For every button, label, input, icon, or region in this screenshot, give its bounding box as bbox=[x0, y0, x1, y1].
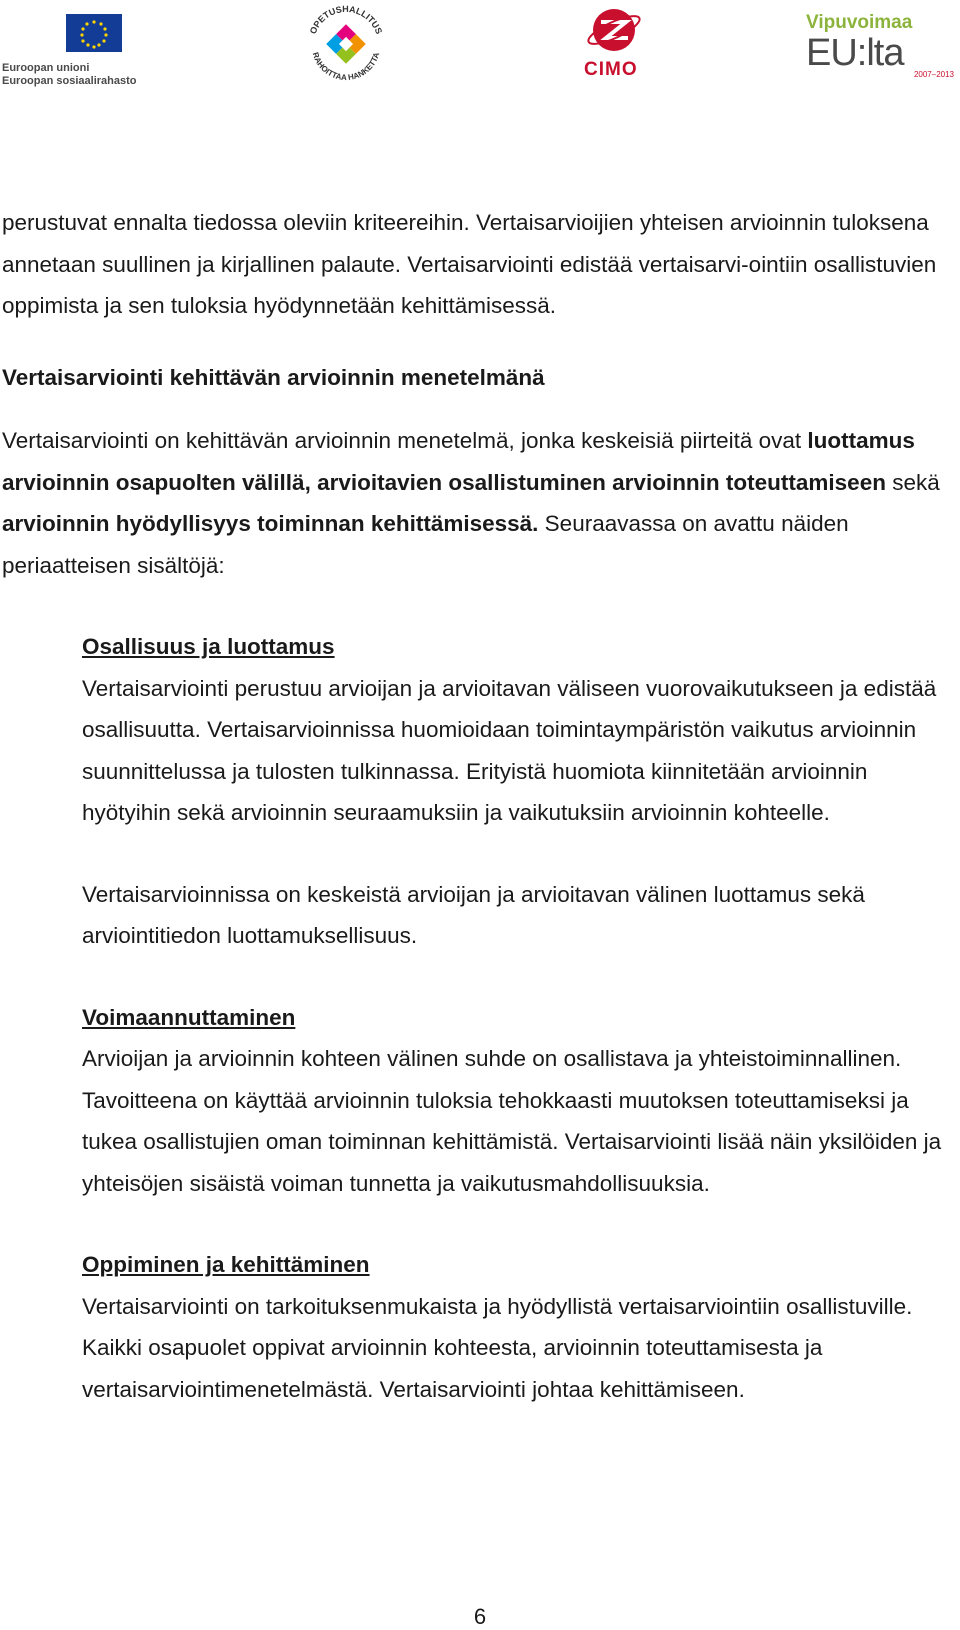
section-title: Voimaannuttaminen bbox=[82, 1004, 296, 1030]
vipuvoimaa-logo bbox=[806, 12, 954, 79]
section-voimaannuttaminen bbox=[82, 997, 942, 1205]
opetushallitus-logo bbox=[306, 2, 386, 89]
section-osallisuus bbox=[82, 626, 942, 957]
eu-flag-icon bbox=[2, 14, 122, 54]
section-title: Osallisuus ja luottamus bbox=[82, 634, 335, 659]
cimo-logo bbox=[584, 4, 644, 81]
oph-arc-bottom: RAHOITTAA HANKETTA bbox=[310, 51, 382, 83]
vipuvoimaa-title: Vipuvoimaa bbox=[806, 12, 913, 33]
section-oppiminen bbox=[82, 1244, 942, 1410]
cimo-label: CIMO bbox=[584, 59, 638, 80]
section-paragraph: Vertaisarviointi perustuu arvioijan ja arvioitavan väliseen vuorovaikutukseen ja edistää osallisuutta. Vertaisarvioinnissa huomioidaan toimintaympäristön vaikutus arvioinnin suunnittelussa ja tulosten tulkinnassa. Erityistä huomiota kiinnitetään arvioinnin hyötyihin sekä arvioinnin seuraamuksiin ja vaikutuksiin arvioinnin kohteelle. bbox=[82, 675, 937, 825]
section-heading: Vertaisarviointi kehittävän arvioinnin menetelmänä bbox=[2, 364, 545, 390]
intro-text-3: Seuraavassa on avattu näiden periaatteisen sisältöjä: bbox=[2, 511, 849, 578]
cimo-emblem-icon bbox=[584, 4, 644, 54]
eu-logo-line1: Euroopan unioni bbox=[2, 62, 90, 74]
section-paragraph: Vertaisarviointi on tarkoituksenmukaista ja hyödyllistä vertaisarviointiin osallistuville. Kaikki osapuolet oppivat arvioinnin kohteesta, arvioinnin toteuttamisesta ja vertaisarviointimenetelmästä. Vertaisarviointi johtaa kehittämiseen. bbox=[82, 1293, 913, 1402]
eu-logo-text bbox=[2, 62, 136, 88]
vipuvoimaa-eu: EU:lta bbox=[806, 32, 904, 74]
opening-paragraph: perustuvat ennalta tiedossa oleviin kriteereihin. Vertaisarvioijien yhteisen arvioinnin tuloksena annetaan suullinen ja kirjallinen palaute. Vertaisarviointi edistää vertaisarvi-ointiin osallistuvien oppimista ja sen tuloksia hyödynnetään kehittämisessä. bbox=[2, 210, 937, 318]
logo-bar bbox=[0, 0, 960, 100]
section-title: Oppiminen ja kehittäminen bbox=[82, 1252, 370, 1277]
intro-text-1: Vertaisarviointi on kehittävän arvioinnin menetelmä, jonka keskeisiä piirteitä ovat bbox=[2, 428, 808, 453]
document-body bbox=[0, 202, 960, 1410]
section-paragraph: Arvioijan ja arvioinnin kohteen välinen suhde on osallistava ja yhteistoiminnallinen. Tavoitteena on käyttää arvioinnin tuloksia tehokkaasti muutoksen toteuttamiseksi ja tukea osallistujien oman toiminnan kehittämistä. Vertaisarviointi lisää näin yksilöiden ja yhteisöjen sisäistä voiman tunnetta ja vaikutusmahdollisuuksia. bbox=[82, 1046, 942, 1196]
page-number: 6 bbox=[473, 1604, 487, 1629]
oph-arc-top: OPETUSHALLITUS bbox=[307, 3, 385, 36]
opetushallitus-emblem-icon bbox=[306, 2, 386, 84]
section-paragraph: Vertaisarvioinnissa on keskeistä arvioijan ja arvioitavan välinen luottamus sekä arviointitiedon luottamuksellisuus. bbox=[82, 881, 865, 948]
vipuvoimaa-years: 2007–2013 bbox=[913, 70, 954, 79]
intro-text-2: sekä bbox=[885, 469, 940, 495]
intro-paragraph bbox=[2, 420, 960, 586]
eu-logo bbox=[2, 14, 136, 88]
intro-bold-2: arvioinnin hyödyllisyys toiminnan kehittämisessä. bbox=[2, 511, 539, 536]
intro-bold-1: luottamus arvioinnin osapuolten välillä, arvioitavien osallistuminen arvioinnin toteuttamiseen bbox=[2, 428, 915, 495]
eu-logo-line2: Euroopan sosiaalirahasto bbox=[2, 75, 137, 87]
